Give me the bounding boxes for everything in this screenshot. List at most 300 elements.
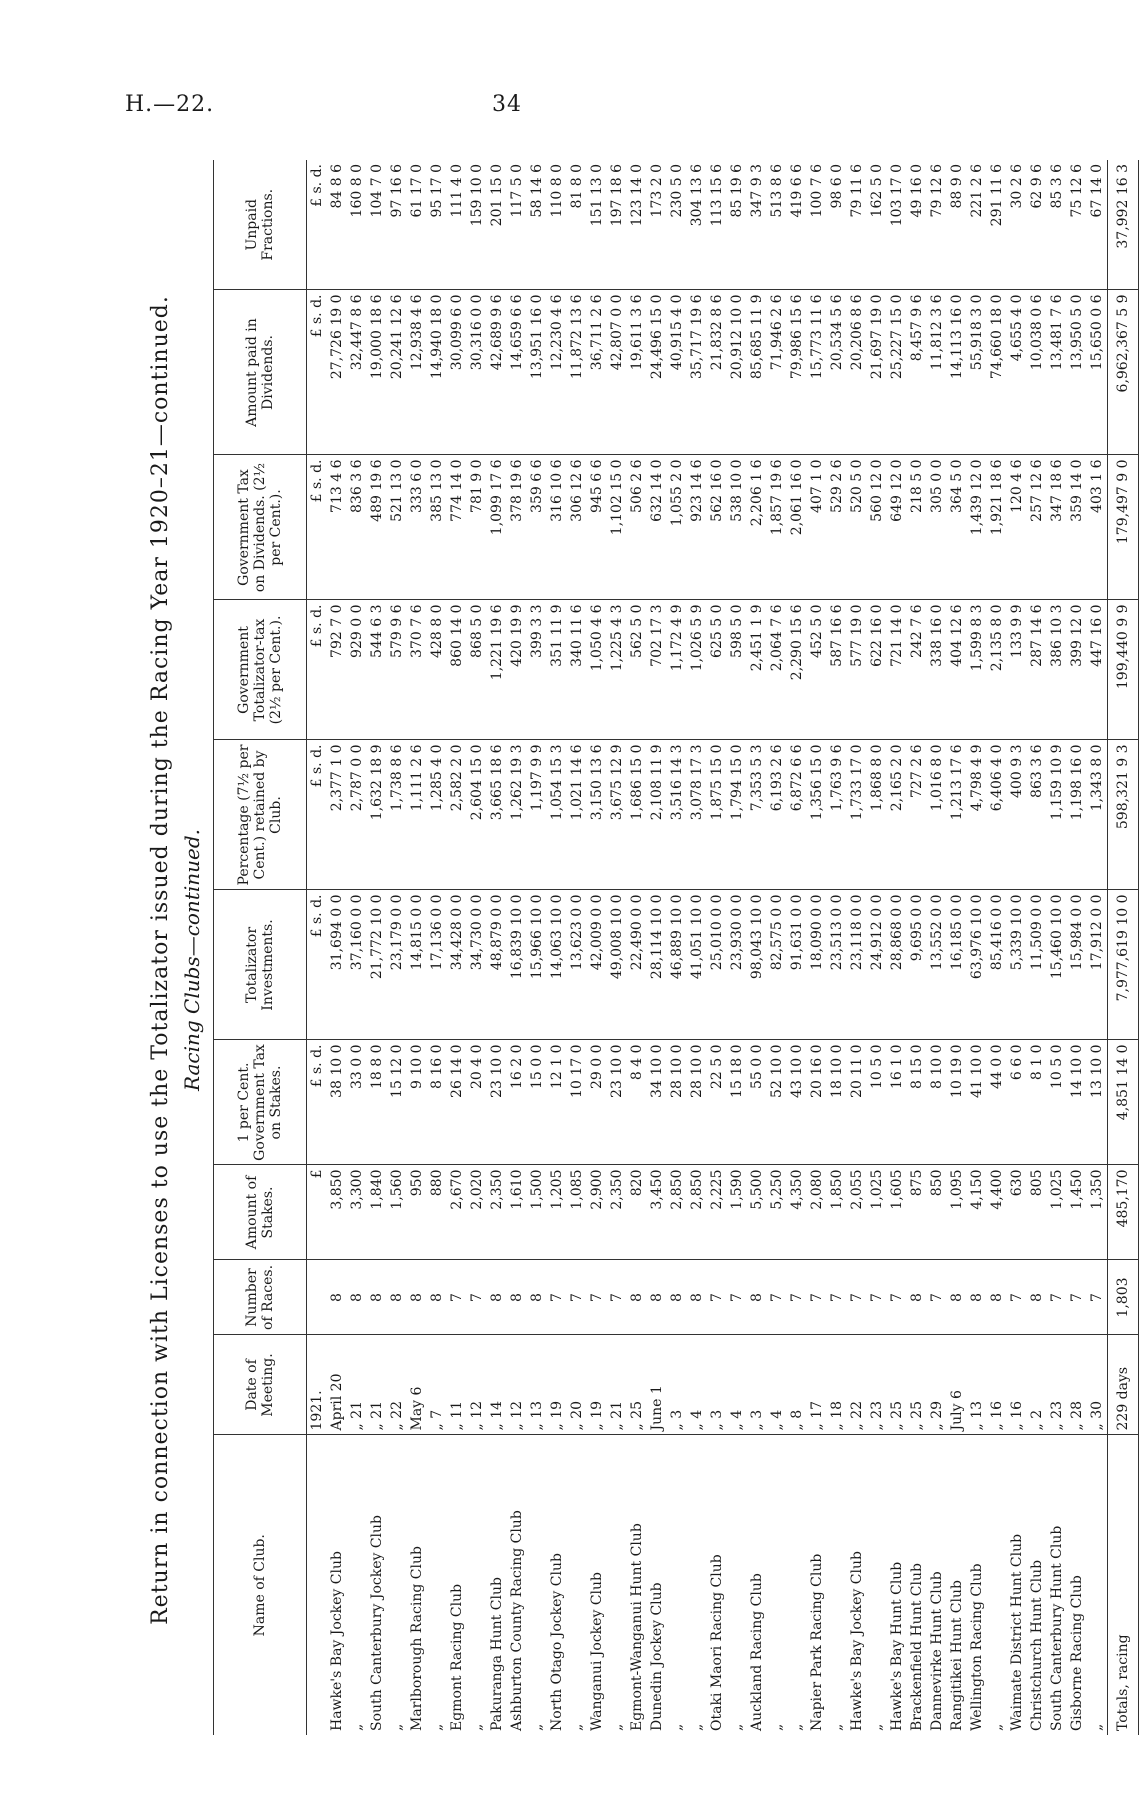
table-cell: 774 14 0 bbox=[447, 455, 467, 600]
table-cell: 1,102 15 0 bbox=[607, 455, 627, 600]
table-row bbox=[647, 160, 667, 1735]
table-cell: 364 5 0 bbox=[947, 455, 967, 600]
table-cell: „ 13 bbox=[967, 1335, 987, 1435]
table-cell: 2,350 bbox=[607, 1165, 627, 1260]
table-cell: „ 12 bbox=[507, 1335, 527, 1435]
table-cell bbox=[307, 1435, 328, 1735]
table-cell: 28 10 0 bbox=[687, 1040, 707, 1165]
table-cell: 257 12 6 bbox=[1027, 455, 1047, 600]
table-cell: 20,912 10 0 bbox=[727, 290, 747, 455]
table-cell: 2,135 8 0 bbox=[987, 600, 1007, 740]
table-cell: 1,350 bbox=[1087, 1165, 1108, 1260]
table-cell: 20 11 0 bbox=[847, 1040, 867, 1165]
table-cell: 452 5 0 bbox=[807, 600, 827, 740]
table-cell: 36,711 2 6 bbox=[587, 290, 607, 455]
table-cell: 179,497 9 0 bbox=[1108, 455, 1139, 600]
table-cell: 1,840 bbox=[367, 1165, 387, 1260]
table-cell: 10 5 0 bbox=[1047, 1040, 1067, 1165]
table-cell: 8 bbox=[327, 1260, 347, 1335]
table-cell: 1,356 15 0 bbox=[807, 740, 827, 890]
table-cell: 104 7 0 bbox=[367, 160, 387, 290]
table-cell: 5,500 bbox=[747, 1165, 767, 1260]
table-cell: £ s. d. bbox=[307, 455, 328, 600]
table-row bbox=[567, 160, 587, 1735]
table-cell: 81 8 0 bbox=[567, 160, 587, 290]
table-cell: 538 10 0 bbox=[727, 455, 747, 600]
table-cell: 632 14 0 bbox=[647, 455, 667, 600]
table-cell: 8 bbox=[407, 1260, 427, 1335]
table-row bbox=[667, 160, 687, 1735]
table-cell: „ bbox=[1089, 1723, 1105, 1731]
table-row bbox=[547, 160, 567, 1735]
table-cell: 1,343 8 0 bbox=[1087, 740, 1108, 890]
table-cell: „ bbox=[829, 1723, 845, 1731]
table-cell: 7 bbox=[767, 1260, 787, 1335]
table-cell: 1,921 18 6 bbox=[987, 455, 1007, 600]
table-cell: 8 10 0 bbox=[927, 1040, 947, 1165]
table-cell: „ bbox=[389, 1723, 405, 1731]
table-cell: 74,660 18 0 bbox=[987, 290, 1007, 455]
table-cell: 84 8 6 bbox=[327, 160, 347, 290]
table-cell: Brackenfield Hunt Club bbox=[909, 1563, 925, 1731]
table-cell: Hawke's Bay Jockey Club bbox=[849, 1551, 865, 1731]
table-cell: £ bbox=[307, 1165, 328, 1260]
table-cell: „ 14 bbox=[487, 1335, 507, 1435]
table-row bbox=[907, 160, 927, 1735]
table-cell: 2,787 0 0 bbox=[347, 740, 367, 890]
table-cell: 630 bbox=[1007, 1165, 1027, 1260]
table-row bbox=[967, 160, 987, 1735]
table-cell: 1,025 bbox=[1047, 1165, 1067, 1260]
table-cell: „ bbox=[669, 1723, 685, 1731]
table-cell: 21,697 19 0 bbox=[867, 290, 887, 455]
table-cell: 8 bbox=[967, 1260, 987, 1335]
table-cell: 649 12 0 bbox=[887, 455, 907, 600]
table-cell: 781 9 0 bbox=[467, 455, 487, 600]
table-cell: 123 14 0 bbox=[627, 160, 647, 290]
column-header: Number of Races. bbox=[214, 1260, 307, 1335]
table-cell: 4,798 4 9 bbox=[967, 740, 987, 890]
table-cell: 41 10 0 bbox=[967, 1040, 987, 1165]
table-cell: 2,850 bbox=[687, 1165, 707, 1260]
table-cell: 1,050 4 6 bbox=[587, 600, 607, 740]
table-cell: 8 bbox=[367, 1260, 387, 1335]
table-cell: 950 bbox=[407, 1165, 427, 1260]
table-cell: 1,590 bbox=[727, 1165, 747, 1260]
table-cell: 347 9 3 bbox=[747, 160, 767, 290]
table-cell: 8 16 0 bbox=[427, 1040, 447, 1165]
table-cell: 3,150 13 6 bbox=[587, 740, 607, 890]
table-cell: 30,099 6 0 bbox=[447, 290, 467, 455]
table-cell: 34,730 0 0 bbox=[467, 890, 487, 1040]
table-cell: „ 23 bbox=[867, 1335, 887, 1435]
table-cell: 7 bbox=[847, 1260, 867, 1335]
table-cell: 1,686 15 0 bbox=[627, 740, 647, 890]
table-cell: 197 18 6 bbox=[607, 160, 627, 290]
totalizator-return-table bbox=[213, 160, 1139, 1735]
table-cell: 5,250 bbox=[767, 1165, 787, 1260]
table-cell: „ bbox=[729, 1723, 745, 1731]
table-cell: 378 19 6 bbox=[507, 455, 527, 600]
table-cell: „ 17 bbox=[807, 1335, 827, 1435]
table-cell: „ 21 bbox=[607, 1335, 627, 1435]
table-cell: 37,992 16 3 bbox=[1108, 160, 1139, 290]
table-cell: 85,685 11 9 bbox=[747, 290, 767, 455]
table-cell: Wanganui Jockey Club bbox=[589, 1572, 605, 1731]
table-cell: 4,350 bbox=[787, 1165, 807, 1260]
table-cell: 13,623 0 0 bbox=[567, 890, 587, 1040]
table-cell: 23 10 0 bbox=[487, 1040, 507, 1165]
table-row bbox=[507, 160, 527, 1735]
table-cell: „ 13 bbox=[527, 1335, 547, 1435]
table-cell: „ 28 bbox=[1067, 1335, 1087, 1435]
table-cell: „ 12 bbox=[467, 1335, 487, 1435]
table-cell: 1,875 15 0 bbox=[707, 740, 727, 890]
table-cell: 6,872 6 6 bbox=[787, 740, 807, 890]
table-cell: 8 bbox=[987, 1260, 1007, 1335]
table-cell: 304 13 6 bbox=[687, 160, 707, 290]
table-cell: „ 21 bbox=[367, 1335, 387, 1435]
table-cell: 407 1 0 bbox=[807, 455, 827, 600]
table-cell: 8 bbox=[667, 1260, 687, 1335]
table-cell: „ 4 bbox=[687, 1335, 707, 1435]
table-cell: 13,552 0 0 bbox=[927, 890, 947, 1040]
table-cell: 8 bbox=[427, 1260, 447, 1335]
table-cell: 622 16 0 bbox=[867, 600, 887, 740]
table-cell: April 20 bbox=[327, 1335, 347, 1435]
table-cell: 8 15 0 bbox=[907, 1040, 927, 1165]
table-cell: 370 7 6 bbox=[407, 600, 427, 740]
table-row bbox=[467, 160, 487, 1735]
table-cell: 229 days bbox=[1108, 1335, 1139, 1435]
column-header: Amount paid in Dividends. bbox=[214, 290, 307, 455]
table-cell: 24,496 15 0 bbox=[647, 290, 667, 455]
table-cell: 7,977,619 10 0 bbox=[1108, 890, 1139, 1040]
table-cell: 419 6 6 bbox=[787, 160, 807, 290]
table-cell: 506 2 6 bbox=[627, 455, 647, 600]
table-cell: 1,055 2 0 bbox=[667, 455, 687, 600]
table-cell: Dannevirke Hunt Club bbox=[929, 1571, 945, 1731]
table-row bbox=[487, 160, 507, 1735]
table-cell: 836 3 6 bbox=[347, 455, 367, 600]
table-cell: 23,513 0 0 bbox=[827, 890, 847, 1040]
table-cell: 7 bbox=[567, 1260, 587, 1335]
table-cell: „ 2 bbox=[1027, 1335, 1047, 1435]
table-cell: 28 10 0 bbox=[667, 1040, 687, 1165]
table-cell: 43 10 0 bbox=[787, 1040, 807, 1165]
table-cell: 26 14 0 bbox=[447, 1040, 467, 1165]
table-cell: Hawke's Bay Jockey Club bbox=[329, 1551, 345, 1731]
table-cell: 49,008 10 0 bbox=[607, 890, 627, 1040]
table-cell: Gisborne Racing Club bbox=[1069, 1575, 1085, 1731]
table-cell: „ 22 bbox=[387, 1335, 407, 1435]
table-cell: 7 bbox=[1087, 1260, 1108, 1335]
table-cell: 17,136 0 0 bbox=[427, 890, 447, 1040]
table-cell: 33 0 0 bbox=[347, 1040, 367, 1165]
table-cell: 3,675 12 9 bbox=[607, 740, 627, 890]
table-cell: 7 bbox=[707, 1260, 727, 1335]
table-cell: 1,095 bbox=[947, 1165, 967, 1260]
table-cell: 11,509 0 0 bbox=[1027, 890, 1047, 1040]
table-cell: 10 5 0 bbox=[867, 1040, 887, 1165]
table-cell: 1,560 bbox=[387, 1165, 407, 1260]
table-cell: 521 13 0 bbox=[387, 455, 407, 600]
table-cell: Marlborough Racing Club bbox=[409, 1546, 425, 1731]
table-cell: 41,051 10 0 bbox=[687, 890, 707, 1040]
table-cell: 2,064 7 6 bbox=[767, 600, 787, 740]
table-cell: 27,726 19 0 bbox=[327, 290, 347, 455]
table-cell: „ 16 bbox=[987, 1335, 1007, 1435]
table-cell: 4,851 14 0 bbox=[1108, 1040, 1139, 1165]
table-cell: 34,428 0 0 bbox=[447, 890, 467, 1040]
table-cell: 1,197 9 9 bbox=[527, 740, 547, 890]
table-cell: 133 9 9 bbox=[1007, 600, 1027, 740]
table-cell: Auckland Racing Club bbox=[749, 1573, 765, 1731]
table-row bbox=[367, 160, 387, 1735]
table-cell: 2,080 bbox=[807, 1165, 827, 1260]
table-cell: 7 bbox=[1007, 1260, 1027, 1335]
table-cell: 625 5 0 bbox=[707, 600, 727, 740]
table-row bbox=[787, 160, 807, 1735]
table-cell: „ 22 bbox=[847, 1335, 867, 1435]
table-cell: „ bbox=[529, 1723, 545, 1731]
table-cell: 529 2 6 bbox=[827, 455, 847, 600]
table-cell: 8 4 0 bbox=[627, 1040, 647, 1165]
table-row bbox=[1067, 160, 1087, 1735]
table-cell: 4,150 bbox=[967, 1165, 987, 1260]
table-row bbox=[327, 160, 347, 1735]
table-cell: 19,000 18 6 bbox=[367, 290, 387, 455]
table-cell: 291 11 6 bbox=[987, 160, 1007, 290]
table-row bbox=[827, 160, 847, 1735]
table-cell: 1,221 19 6 bbox=[487, 600, 507, 740]
table-cell: 21,832 8 6 bbox=[707, 290, 727, 455]
table-cell: 1,610 bbox=[507, 1165, 527, 1260]
table-cell: 485,170 bbox=[1108, 1165, 1139, 1260]
table-cell: 8 1 0 bbox=[1027, 1040, 1047, 1165]
table-cell: 97 16 6 bbox=[387, 160, 407, 290]
table-cell: 8 bbox=[907, 1260, 927, 1335]
column-header: Unpaid Fractions. bbox=[214, 160, 307, 290]
table-cell: 1,733 17 0 bbox=[847, 740, 867, 890]
table-cell: 386 10 3 bbox=[1047, 600, 1067, 740]
table-cell: 721 14 0 bbox=[887, 600, 907, 740]
table-cell: 15 18 0 bbox=[727, 1040, 747, 1165]
table-cell: „ bbox=[569, 1723, 585, 1731]
table-cell: 85 19 6 bbox=[727, 160, 747, 290]
table-cell: 6,962,367 5 9 bbox=[1108, 290, 1139, 455]
table-cell: „ bbox=[469, 1723, 485, 1731]
table-cell: 8 bbox=[347, 1260, 367, 1335]
table-cell: 10 19 0 bbox=[947, 1040, 967, 1165]
table-cell: 929 0 0 bbox=[347, 600, 367, 740]
table-cell: 1,794 15 0 bbox=[727, 740, 747, 890]
table-cell: 513 8 6 bbox=[767, 160, 787, 290]
table-cell: 875 bbox=[907, 1165, 927, 1260]
table-cell: „ 29 bbox=[927, 1335, 947, 1435]
table-cell: 863 3 6 bbox=[1027, 740, 1047, 890]
table-cell: 30 2 6 bbox=[1007, 160, 1027, 290]
table-cell: 55 0 0 bbox=[747, 1040, 767, 1165]
table-cell: 359 6 6 bbox=[527, 455, 547, 600]
table-cell: 40,915 4 0 bbox=[667, 290, 687, 455]
table-row bbox=[867, 160, 887, 1735]
table-cell: 2,451 1 9 bbox=[747, 600, 767, 740]
table-cell: £ s. d. bbox=[307, 600, 328, 740]
table-cell: 7 bbox=[727, 1260, 747, 1335]
table-cell: 8 bbox=[487, 1260, 507, 1335]
table-row bbox=[727, 160, 747, 1735]
table-row bbox=[627, 160, 647, 1735]
table-cell: 399 12 0 bbox=[1067, 600, 1087, 740]
table-cell: 1,172 4 9 bbox=[667, 600, 687, 740]
table-cell: 23 10 0 bbox=[607, 1040, 627, 1165]
table-cell: 98 6 0 bbox=[827, 160, 847, 290]
table-cell: „ bbox=[429, 1723, 445, 1731]
table-title: Return in connection with Licenses to use the Totalizator issued during the Racing Year 1920–21—continued. bbox=[148, 295, 173, 1625]
table-cell: 28,868 0 0 bbox=[887, 890, 907, 1040]
table-row bbox=[847, 160, 867, 1735]
table-cell: 230 5 0 bbox=[667, 160, 687, 290]
table-cell: 2,061 16 0 bbox=[787, 455, 807, 600]
table-cell: £ s. d. bbox=[307, 290, 328, 455]
table-cell: 713 4 6 bbox=[327, 455, 347, 600]
table-cell: May 6 bbox=[407, 1335, 427, 1435]
document-reference: H.—22. bbox=[125, 92, 215, 117]
table-cell: Rangitikei Hunt Club bbox=[949, 1580, 965, 1731]
table-cell: 598 5 0 bbox=[727, 600, 747, 740]
table-cell: „ 16 bbox=[1007, 1335, 1027, 1435]
table-cell: Totals, racing bbox=[1108, 1435, 1139, 1735]
table-cell: 2,225 bbox=[707, 1165, 727, 1260]
table-row bbox=[707, 160, 727, 1735]
table-cell: 727 2 6 bbox=[907, 740, 927, 890]
table-cell: 4,655 4 0 bbox=[1007, 290, 1027, 455]
table-cell: 14 10 0 bbox=[1067, 1040, 1087, 1165]
table-cell: 1,021 14 6 bbox=[567, 740, 587, 890]
column-header: Government Totalizator-tax (2½ per Cent.). bbox=[214, 600, 307, 740]
table-row bbox=[1047, 160, 1067, 1735]
table-cell: 562 16 0 bbox=[707, 455, 727, 600]
table-cell: 860 14 0 bbox=[447, 600, 467, 740]
table-cell: 110 8 0 bbox=[547, 160, 567, 290]
table-cell: 151 13 0 bbox=[587, 160, 607, 290]
table-cell: 28,114 10 0 bbox=[647, 890, 667, 1040]
table-cell: 7 bbox=[807, 1260, 827, 1335]
table-cell: 1,054 15 3 bbox=[547, 740, 567, 890]
table-cell: 2,206 1 6 bbox=[747, 455, 767, 600]
table-cell: 3,665 18 6 bbox=[487, 740, 507, 890]
table-cell: „ 4 bbox=[767, 1335, 787, 1435]
table-cell: 2,108 11 9 bbox=[647, 740, 667, 890]
table-cell: 11,812 3 6 bbox=[927, 290, 947, 455]
table-cell: 316 10 6 bbox=[547, 455, 567, 600]
table-cell: 1,605 bbox=[887, 1165, 907, 1260]
table-cell: 7 bbox=[927, 1260, 947, 1335]
table-cell: „ 20 bbox=[567, 1335, 587, 1435]
table-cell: 400 9 3 bbox=[1007, 740, 1027, 890]
table-cell: „ 19 bbox=[547, 1335, 567, 1435]
table-cell: 9,695 0 0 bbox=[907, 890, 927, 1040]
table-cell: 598,321 9 3 bbox=[1108, 740, 1139, 890]
table-cell: 792 7 0 bbox=[327, 600, 347, 740]
table-cell: 15,650 0 6 bbox=[1087, 290, 1108, 455]
table-cell: 1,262 19 3 bbox=[507, 740, 527, 890]
table-cell: 49 16 0 bbox=[907, 160, 927, 290]
table-cell: 23,930 0 0 bbox=[727, 890, 747, 1040]
column-header: Totalizator Investments. bbox=[214, 890, 307, 1040]
table-cell: 24,912 0 0 bbox=[867, 890, 887, 1040]
table-cell: 1,450 bbox=[1067, 1165, 1087, 1260]
table-row bbox=[407, 160, 427, 1735]
table-cell: 7 bbox=[547, 1260, 567, 1335]
table-body bbox=[307, 160, 1139, 1735]
table-cell: South Canterbury Hunt Club bbox=[1049, 1525, 1065, 1731]
column-header: Date of Meeting. bbox=[214, 1335, 307, 1435]
table-cell: 11,872 13 6 bbox=[567, 290, 587, 455]
table-cell: 2,850 bbox=[667, 1165, 687, 1260]
table-cell: 4,400 bbox=[987, 1165, 1007, 1260]
table-cell: 1,159 10 9 bbox=[1047, 740, 1067, 890]
table-cell: 1,099 17 6 bbox=[487, 455, 507, 600]
table-cell: 1,213 17 6 bbox=[947, 740, 967, 890]
table-cell: 1,632 18 9 bbox=[367, 740, 387, 890]
table-row bbox=[987, 160, 1007, 1735]
table-cell: 6,406 4 0 bbox=[987, 740, 1007, 890]
table-cell: 20 16 0 bbox=[807, 1040, 827, 1165]
table-cell: 14,659 6 6 bbox=[507, 290, 527, 455]
table-cell: £ s. d. bbox=[307, 160, 328, 290]
table-row bbox=[887, 160, 907, 1735]
table-cell: 52 10 0 bbox=[767, 1040, 787, 1165]
table-cell: „ bbox=[689, 1723, 705, 1731]
table-row bbox=[747, 160, 767, 1735]
table-cell: 160 8 0 bbox=[347, 160, 367, 290]
table-cell: 55,918 3 0 bbox=[967, 290, 987, 455]
table-cell: 1,850 bbox=[827, 1165, 847, 1260]
table-cell: 16 1 0 bbox=[887, 1040, 907, 1165]
table-cell: 3,078 17 3 bbox=[687, 740, 707, 890]
table-cell: 880 bbox=[427, 1165, 447, 1260]
table-cell: South Canterbury Jockey Club bbox=[369, 1514, 385, 1731]
table-cell: 79,986 15 6 bbox=[787, 290, 807, 455]
table-cell: 1,025 bbox=[867, 1165, 887, 1260]
table-cell: 30,316 0 0 bbox=[467, 290, 487, 455]
table-cell: 7 bbox=[447, 1260, 467, 1335]
rotated-table-area bbox=[148, 120, 1131, 1760]
table-cell: 79 11 6 bbox=[847, 160, 867, 290]
table-cell: 111 4 0 bbox=[447, 160, 467, 290]
table-cell: 2,290 15 6 bbox=[787, 600, 807, 740]
table-cell: 520 5 0 bbox=[847, 455, 867, 600]
table-cell: 8 bbox=[387, 1260, 407, 1335]
table-cell: 32,447 8 6 bbox=[347, 290, 367, 455]
table-cell: North Otago Jockey Club bbox=[549, 1553, 565, 1731]
table-cell: „ bbox=[349, 1723, 365, 1731]
table-cell: £ s. d. bbox=[307, 890, 328, 1040]
table-row bbox=[687, 160, 707, 1735]
table-cell: 8 bbox=[527, 1260, 547, 1335]
table-cell: 8 bbox=[1027, 1260, 1047, 1335]
table-cell: 1,225 4 3 bbox=[607, 600, 627, 740]
table-cell: 17,912 0 0 bbox=[1087, 890, 1108, 1040]
table-cell: 1,857 19 6 bbox=[767, 455, 787, 600]
table-cell: 1,599 8 3 bbox=[967, 600, 987, 740]
table-cell: 21,772 10 0 bbox=[367, 890, 387, 1040]
table-cell: 14,815 0 0 bbox=[407, 890, 427, 1040]
table-cell: 3,300 bbox=[347, 1165, 367, 1260]
table-cell: 805 bbox=[1027, 1165, 1047, 1260]
